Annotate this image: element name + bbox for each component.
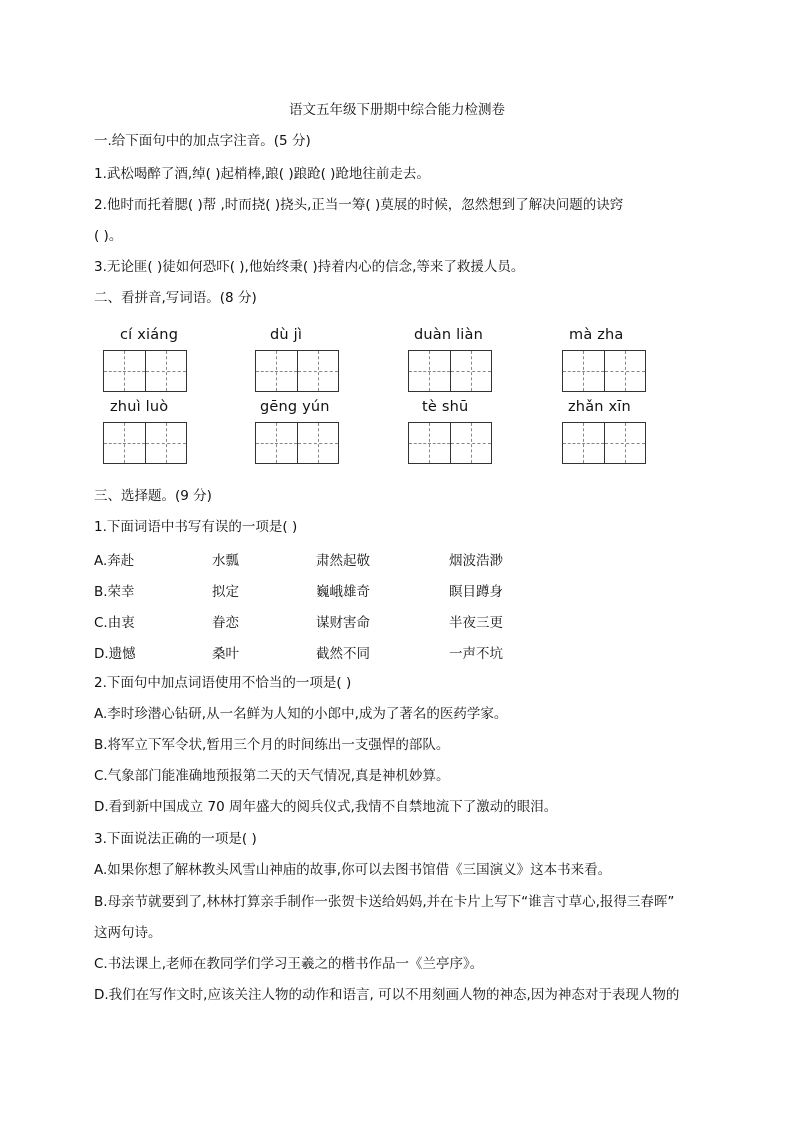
option-word: B.荣幸	[94, 584, 135, 600]
writing-grid[interactable]	[562, 350, 646, 392]
writing-grid[interactable]	[408, 350, 492, 392]
section-2-heading: 二、看拼音,写词语。(8 分)	[94, 290, 257, 306]
option-b-cont: 这两句诗。	[94, 925, 162, 941]
writing-grid[interactable]	[562, 422, 646, 464]
question-3-1: 1.下面词语中书写有误的一项是( )	[94, 519, 298, 535]
option-word: C.由衷	[94, 615, 135, 631]
pinyin-label: duàn liàn	[414, 327, 484, 343]
option-word: A.奔赴	[94, 553, 135, 569]
option-word: 谋财害命	[316, 615, 370, 631]
option-word: 巍峨雄奇	[316, 584, 370, 600]
pinyin-label: zhǎn xīn	[568, 399, 631, 415]
question-1-2-cont: ( )。	[94, 228, 123, 244]
question-3-3: 3.下面说法正确的一项是( )	[94, 831, 257, 847]
question-3-2: 2.下面句中加点词语使用不恰当的一项是( )	[94, 675, 352, 691]
writing-grid[interactable]	[103, 422, 187, 464]
writing-grid[interactable]	[255, 350, 339, 392]
pinyin-label: cí xiáng	[120, 327, 179, 343]
option-word: 肃然起敬	[316, 553, 370, 569]
question-1-2: 2.他时而托着腮( )帮 ,时而挠( )挠头,正当一筹( )莫展的时候，忽然想到了解决问题的诀窍	[94, 197, 624, 213]
option-b[interactable]: B.将军立下军令状,暂用三个月的时间练出一支强悍的部队。	[94, 737, 450, 753]
option-c[interactable]: C.书法课上,老师在教同学们学习王羲之的楷书作品一《兰亭序》。	[94, 956, 484, 972]
writing-grid[interactable]	[255, 422, 339, 464]
option-a[interactable]: A.李时珍潜心钻研,从一名鲜为人知的小郎中,成为了著名的医药学家。	[94, 706, 508, 722]
question-1-3: 3.无论匪( )徒如何恐吓( ),他始终秉( )持着内心的信念,等来了救援人员。	[94, 259, 525, 275]
option-word: 半夜三更	[449, 615, 503, 631]
option-word: 截然不同	[316, 646, 370, 662]
pinyin-label: mà zha	[569, 327, 624, 343]
pinyin-label: tè shū	[422, 399, 469, 415]
option-word: 烟波浩渺	[449, 553, 503, 569]
page-title: 语文五年级下册期中综合能力检测卷	[289, 102, 505, 118]
section-1-heading: 一.给下面句中的加点字注音。(5 分)	[94, 133, 311, 149]
writing-grid[interactable]	[408, 422, 492, 464]
option-word: 拟定	[212, 584, 239, 600]
question-1-1: 1.武松喝醉了酒,绰( )起梢棒,踉( )踉跄( )跄地往前走去。	[94, 166, 430, 182]
option-b[interactable]: B.母亲节就要到了,林林打算亲手制作一张贺卡送给妈妈,并在卡片上写下“谁言寸草心,报得三春晖”	[94, 894, 675, 910]
option-d[interactable]: D.看到新中国成立 70 周年盛大的阅兵仪式,我情不自禁地流下了激动的眼泪。	[94, 799, 558, 815]
option-word: 瞑目蹲身	[449, 584, 503, 600]
option-word: 桑叶	[212, 646, 239, 662]
option-d[interactable]: D.我们在写作文时,应该关注人物的动作和语言, 可以不用刻画人物的神态,因为神态对于表现人物的	[94, 987, 680, 1003]
section-3-heading: 三、选择题。(9 分)	[94, 488, 212, 504]
option-a[interactable]: A.如果你想了解林教头风雪山神庙的故事,你可以去图书馆借《三国演义》这本书来看。	[94, 862, 612, 878]
option-word: 水瓢	[212, 553, 239, 569]
pinyin-label: zhuì luò	[110, 399, 169, 415]
pinyin-label: dù jì	[270, 327, 303, 343]
option-word: D.遗憾	[94, 646, 136, 662]
option-word: 眷恋	[212, 615, 239, 631]
pinyin-label: gēng yún	[260, 399, 330, 415]
option-c[interactable]: C.气象部门能准确地预报第二天的天气情况,真是神机妙算。	[94, 768, 450, 784]
option-word: 一声不坑	[449, 646, 503, 662]
writing-grid[interactable]	[103, 350, 187, 392]
